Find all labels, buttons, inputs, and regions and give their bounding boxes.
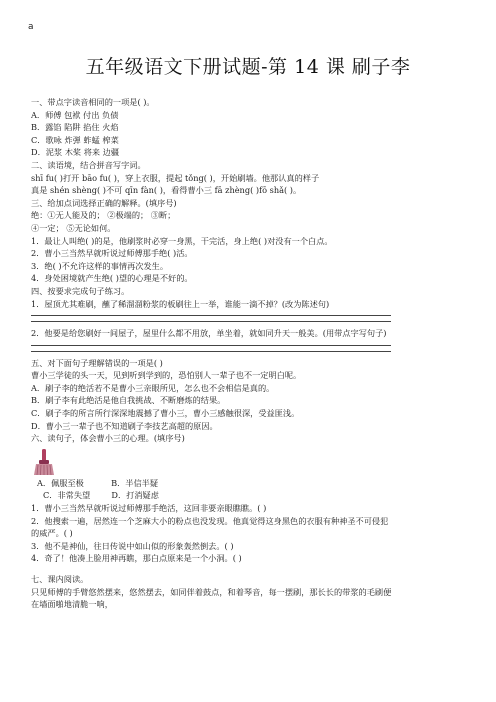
section-2-heading: 二、读语境，结合拼音写字词。 <box>31 159 146 170</box>
answer-line <box>31 321 391 322</box>
section-4-question-1: 1．屋顶尤其难刷，蘸了稀溜溜粉浆的板刷往上一举，谁能一滴不掉？(改为陈述句) <box>31 298 330 309</box>
answer-line <box>31 315 391 316</box>
section-6-option-b: B．半信半疑 <box>111 477 159 488</box>
section-2-line-2: 真是 shén shèng( )不可 qīn fàn( )，看得曹小三 fā zhèng( )fō shǎ( )。 <box>31 185 302 196</box>
section-3-question-3: 3．绝( )不允许这样的事情再次发生。 <box>31 260 169 271</box>
answer-line <box>31 351 391 352</box>
section-6-option-c: C．非常失望 <box>43 490 91 501</box>
section-6-option-a: A．佩服至极 <box>37 477 84 488</box>
document-body <box>31 96 471 611</box>
section-6-question-2: 2．他搜索一遍，居然连一个芝麻大小的粉点也没发现。他真觉得这身黑色的衣服有种神圣不可侵犯 <box>31 515 389 526</box>
answer-line <box>31 345 391 346</box>
corner-mark: a <box>28 22 34 32</box>
section-6-question-2-cont: 的威严。( ) <box>31 528 73 539</box>
section-2-line-1: shī fu( )打开 bāo fu( )，穿上衣服，提起 tǒng( )，开始刷墙。他那认真的样子 <box>31 172 320 183</box>
section-3-definitions-1: 绝：①无人能及的； ②极端的； ③断； <box>31 210 176 221</box>
section-1-option-c: C．歌咏 炸弹 蚱蜢 榨菜 <box>31 134 119 145</box>
section-5-option-a: A．刷子李的绝活若不是曹小三亲眼所见，怎么也不会相信是真的。 <box>31 382 275 393</box>
section-3-heading: 三、给加点词选择正确的解释。(填序号) <box>31 197 177 208</box>
section-6-options-row-1 <box>31 477 471 490</box>
section-6-question-4: 4．奇了！他凑上脸用神再瞧，那白点原来是一个小洞。( ) <box>31 553 242 564</box>
section-3-question-2: 2．曹小三当然早就听说过师傅那手绝( )活。 <box>31 248 193 259</box>
section-3-definitions-2: ④一定； ⑤无论如何。 <box>31 222 116 233</box>
section-3-question-4: 4．身处困境就产生绝( )望的心理是不好的。 <box>31 273 193 284</box>
section-3-question-1: 1．最让人叫绝( )的是，他刷浆时必穿一身黑，干完活，身上绝( )对没有一个白点。 <box>31 235 333 246</box>
section-5-option-d: D．曹小三一辈子也不知道刷子李技艺高超的原因。 <box>31 420 218 431</box>
section-5-heading: 五、对下面句子理解错误的一项是( ) <box>31 357 163 368</box>
section-7-paragraph-1: 只见师傅的手臂悠然摆来，悠然摆去，如同伴着鼓点，和着琴音，每一摆刷，那长长的带浆的毛刷便 <box>31 586 392 597</box>
brush-icon <box>31 448 57 476</box>
page-title: 五年级语文下册试题-第 14 课 刷子李 <box>85 56 411 78</box>
section-5-quote: 曹小三学徒的头一天，见到听到学到的，恐怕别人一辈子也不一定明白呢。 <box>31 370 302 381</box>
section-6-options-row-2 <box>31 489 471 502</box>
section-6-question-3: 3．他不是神仙，往日传说中如山似的形象轰然倒去。( ) <box>31 540 234 551</box>
section-6-heading: 六、读句子，体会曹小三的心理。(填序号) <box>31 433 185 444</box>
section-7-heading: 七、课内阅读。 <box>31 574 89 584</box>
section-4-question-2: 2．他要是给您刷好一间屋子，屋里什么都不用放，单坐着，就如同升天一般美。(用带点字写句子) <box>31 328 387 339</box>
section-1-option-d: D．泥浆 木桨 将来 边疆 <box>31 147 120 158</box>
section-1-option-b: B．露馅 陷阱 掐住 火焰 <box>31 122 119 133</box>
section-1-heading: 一、带点字读音相同的一项是( )。 <box>31 97 155 107</box>
section-6-option-d: D．打消疑虑 <box>111 490 159 501</box>
section-5-option-c: C．刷子李的所言所行深深地震撼了曹小三，曹小三感触很深，受益匪浅。 <box>31 408 300 419</box>
section-6-question-1: 1．曹小三当然早就听说过师傅那手绝活，这回非要亲眼瞧瞧。( ) <box>31 503 267 514</box>
section-5-option-b: B．刷子李有此绝活是他自我挑战、不断磨炼的结果。 <box>31 395 226 406</box>
section-7-paragraph-2: 在墙面啪地清脆一响， <box>31 599 113 610</box>
section-4-heading: 四、按要求完成句子练习。 <box>31 285 130 296</box>
section-1-option-a: A．师傅 包袱 付出 负债 <box>31 109 119 120</box>
